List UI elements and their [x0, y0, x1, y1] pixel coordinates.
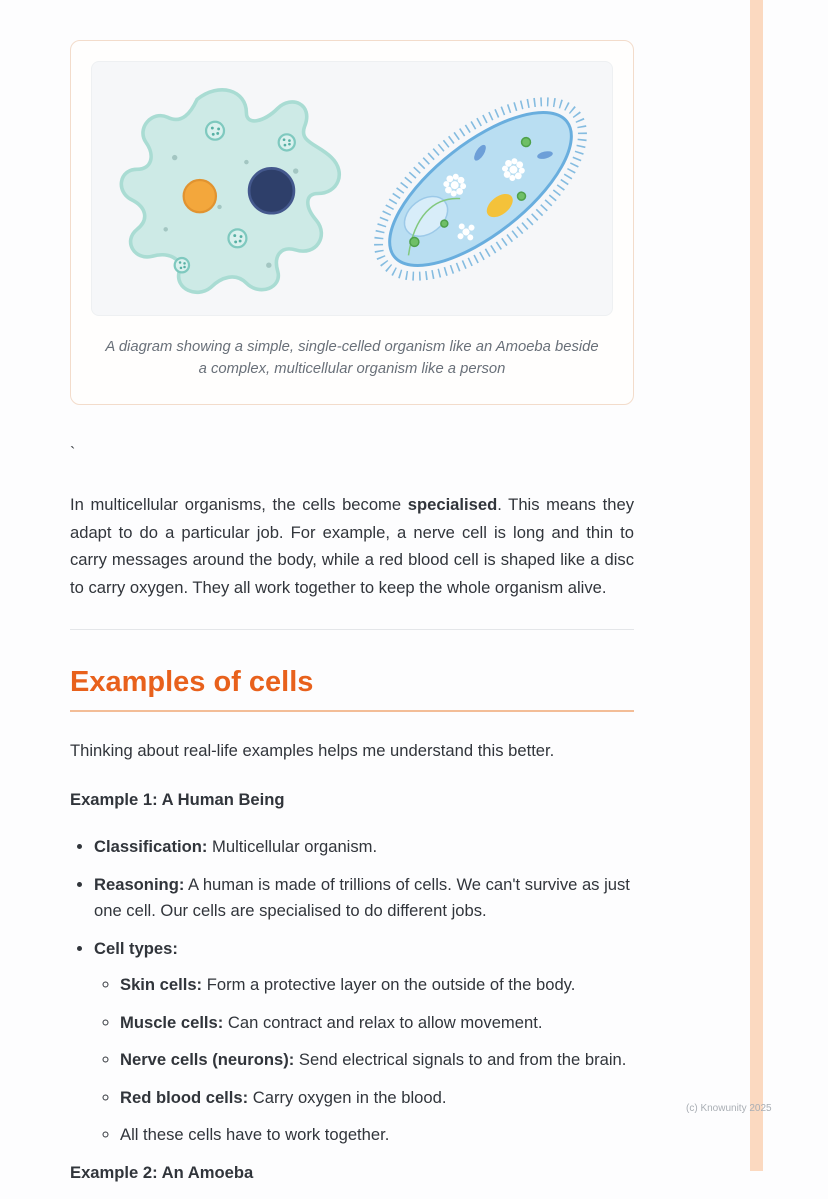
example-1-title: Example 1: A Human Being — [70, 790, 285, 809]
list-item: ◦ Red blood cells: Carry oxygen in the blood. — [120, 1085, 634, 1112]
organelle-dotted — [228, 229, 246, 247]
paramecium-illustration — [350, 69, 611, 308]
example-1-list — [70, 834, 634, 1149]
figure-card — [70, 40, 634, 405]
figure-image-panel — [91, 61, 613, 316]
amoeba-nucleus — [249, 168, 294, 213]
list-item: ◦ Nerve cells (neurons): Send electrical signals to and from the brain. — [120, 1047, 634, 1074]
intro-paragraph — [70, 491, 634, 601]
example-2-title: Example 2: An Amoeba — [70, 1162, 254, 1182]
list-item: • Reasoning: A human is made of trillions of cells. We can't survive as just one cell. Our cells are specialised to do different jobs. — [94, 872, 634, 925]
cell-types-sublist — [94, 972, 634, 1149]
list-item: ◦ All these cells have to work together. — [120, 1122, 634, 1149]
document-content — [70, 0, 634, 1199]
intro-text-pre: In multicellular organisms, the cells become — [70, 495, 408, 514]
section-divider — [70, 629, 634, 630]
organelle-dotted — [175, 258, 189, 272]
section-title: Examples of cells — [70, 666, 314, 698]
list-item: • Cell types: ◦ Skin cells: Form a protective layer on the outside of the body. ◦ Muscle cells: Can contract and relax to allow movement. ◦ Nerve cells (neurons): Send electrical signals to and from the brain. ◦ Red blood cells: Carry oxygen in the blood. ◦ All these cells have to work together. — [94, 936, 634, 1149]
stray-character: ` — [70, 445, 76, 462]
amoeba-illustration — [121, 90, 339, 292]
organelle-dotted — [206, 122, 224, 140]
list-item: ◦ Skin cells: Form a protective layer on the outside of the body. — [120, 972, 634, 999]
cell-diagram-illustration — [92, 62, 612, 315]
list-item: ◦ Muscle cells: Can contract and relax to allow movement. — [120, 1010, 634, 1037]
figure-caption: A diagram showing a simple, single-celled organism like an Amoeba beside a complex, multicellular organism like a person — [105, 339, 599, 377]
amoeba-vesicle — [184, 180, 216, 212]
list-item: • Classification: Multicellular organism. — [94, 834, 634, 861]
section-title-underline — [70, 710, 634, 712]
watermark: (c) Knowunity 2025 — [686, 1103, 772, 1114]
page-edge-strip — [750, 0, 763, 1171]
intro-text-post: . This means they adapt to do a particular job. For example, a nerve cell is long and thin to carry messages around the body, while a red blood cell is shaped like a disc to carry oxygen. They all work together to keep the whole organism alive. — [70, 495, 634, 597]
intro-text-bold: specialised — [407, 495, 498, 514]
organelle-dotted — [279, 134, 295, 150]
section-intro: Thinking about real-life examples helps me understand this better. — [70, 741, 555, 760]
